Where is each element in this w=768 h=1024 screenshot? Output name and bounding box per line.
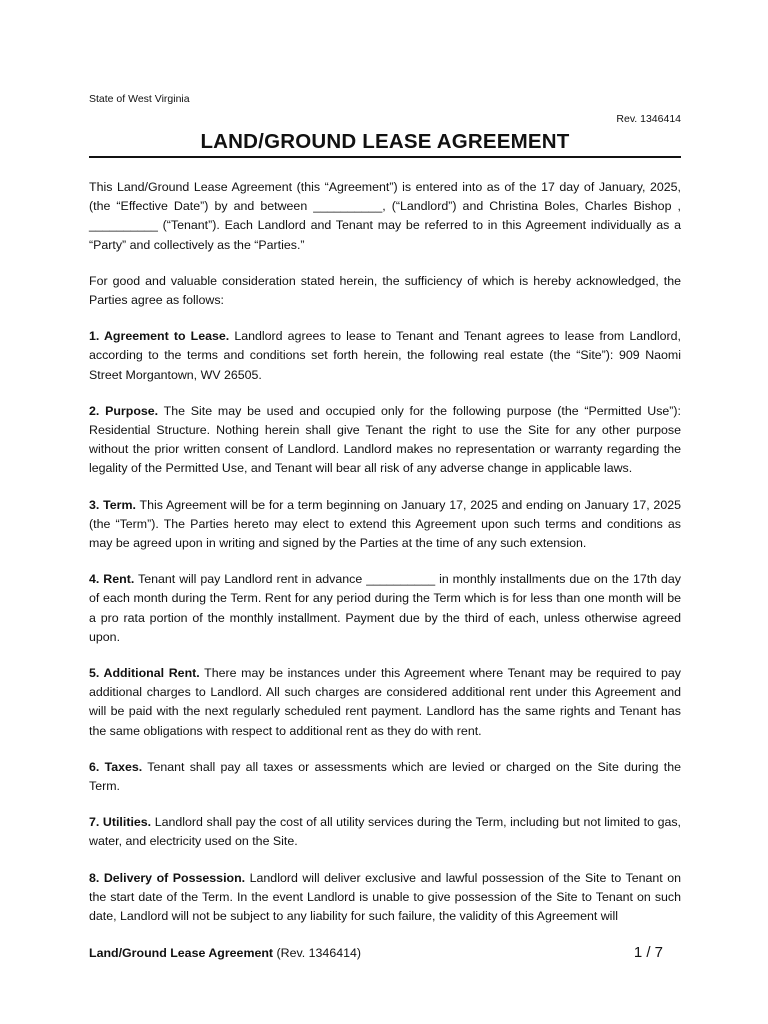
clause-text: This Agreement will be for a term beginning on January 17, 2025 and ending on January 17, 2025 (the “Term”). The Parties hereto may elect to extend this Agreement upon such terms and conditions as may be agreed upon in writing and signed by the Parties at the time of any such extension.: [89, 497, 681, 551]
clause-title: 2. Purpose.: [89, 403, 159, 418]
page-footer: [89, 944, 663, 962]
clause-title: 4. Rent.: [89, 572, 135, 587]
clause-title: 6. Taxes.: [89, 759, 143, 774]
state-label: State of West Virginia: [89, 93, 190, 105]
clause-title: 5. Additional Rent.: [89, 666, 200, 681]
clause-text: The Site may be used and occupied only for the following purpose (the “Permitted Use”): Residential Structure. Nothing herein shall give Tenant the right to use the Site for any other purpose without the prior written consent of Landlord. Landlord makes no representation or warranty regarding the legality of the Permitted Use, and Tenant will bear all risk of any adverse change in applicable laws.: [89, 403, 682, 476]
document-title: LAND/GROUND LEASE AGREEMENT: [200, 130, 570, 153]
clause-text: There may be instances under this Agreement where Tenant may be required to pay additional charges to Landlord. All such charges are considered additional rent under this Agreement and will be paid with the next regularly scheduled rent payment. Landlord has the same rights and Tenant has the same obligations with respect to additional rent as they do with rent.: [89, 666, 681, 738]
clause-title: 1. Agreement to Lease.: [89, 329, 230, 344]
intro-paragraph: This Land/Ground Lease Agreement (this “Agreement”) is entered into as of the 17 day of January, 2025, (the “Effective Date”) by and between __________, (“Landlord”) and Christina Boles, Charles Bishop , __________ (“Tenant”). Each Landlord and Tenant may be referred to in this Agreement individually as a “Party” and collectively as the “Parties.”: [89, 180, 681, 252]
clause-additional-rent: [89, 664, 681, 741]
clause-rent: [89, 570, 681, 647]
footer-revision: (Rev. 1346414): [276, 946, 362, 960]
document-page: [89, 92, 681, 943]
clause-text: Tenant will pay Landlord rent in advance __________ in monthly installments due on the 17th day of each month during the Term. Rent for any period during the Term which is for less than one month will be a pro rata portion of the monthly installment. Payment due by the third of each, unless otherwise agreed upon.: [89, 572, 682, 644]
clause-text: Tenant shall pay all taxes or assessments which are levied or charged on the Site during the Term.: [89, 759, 682, 794]
clause-delivery-of-possession: [89, 869, 681, 927]
revision-label: Rev. 1346414: [616, 113, 681, 125]
clause-title: 7. Utilities.: [89, 815, 152, 830]
clause-purpose: [89, 402, 681, 479]
clause-text: Landlord shall pay the cost of all utility services during the Term, including but not limited to gas, water, and electricity used on the Site.: [89, 815, 681, 849]
document-body: [89, 178, 681, 926]
consideration-paragraph: For good and valuable consideration stated herein, the sufficiency of which is hereby acknowledged, the Parties agree as follows:: [89, 273, 681, 308]
clause-text: Landlord will deliver exclusive and lawful possession of the Site to Tenant on the start date of the Term. In the event Landlord is unable to give possession of the Site to Tenant on such date, Landlord will not be subject to any liability for such failure, the validity of this Agreement will: [89, 870, 682, 924]
title-rule: [89, 156, 681, 158]
clause-utilities: [89, 813, 681, 851]
clause-title: 8. Delivery of Possession.: [89, 870, 246, 885]
clause-taxes: [89, 758, 681, 796]
page-indicator: 1 / 7: [633, 944, 663, 961]
clause-title: 3. Term.: [89, 497, 136, 512]
clause-agreement-to-lease: [89, 327, 681, 385]
clause-text: Landlord agrees to lease to Tenant and Tenant agrees to lease from Landlord, according to the terms and conditions set forth herein, the following real estate (the “Site”): 909 Naomi Street Morgantown, WV 26505.: [89, 329, 681, 382]
clause-term: [89, 496, 681, 554]
footer-document-title: Land/Ground Lease Agreement: [89, 946, 274, 960]
